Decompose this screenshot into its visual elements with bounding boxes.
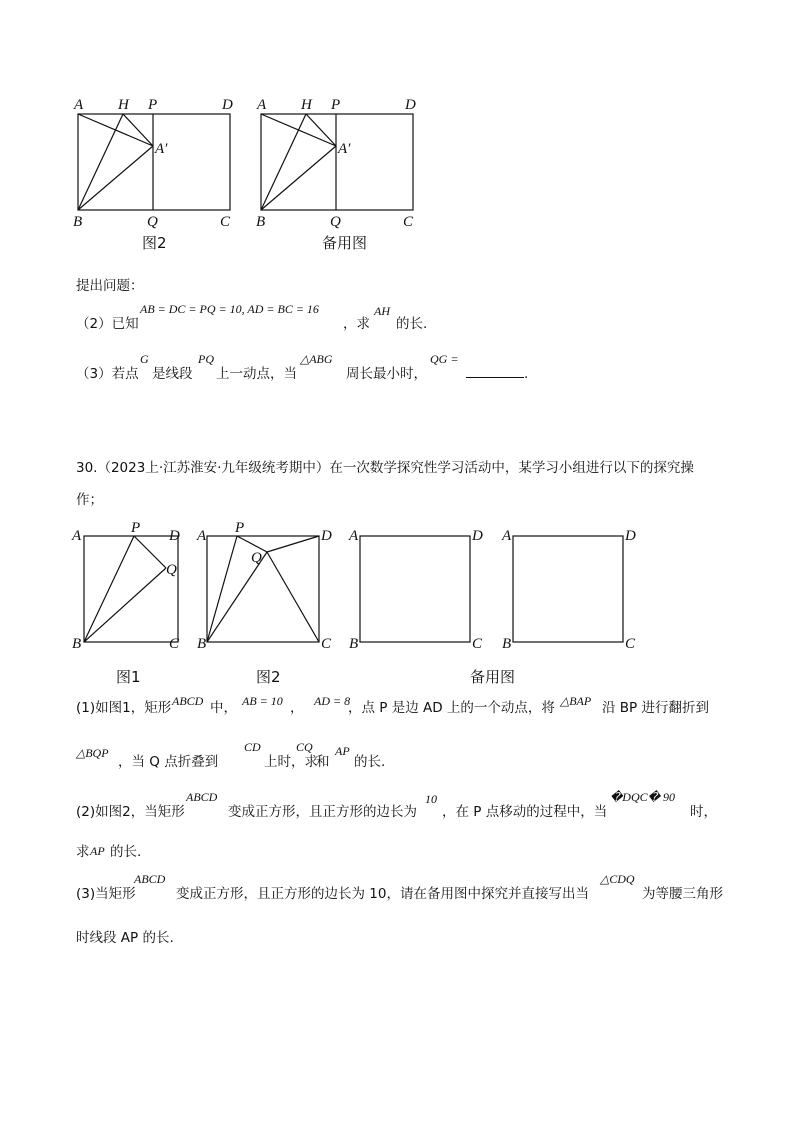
label-a: A bbox=[257, 97, 267, 113]
q30-part2-ten: 10 bbox=[425, 792, 437, 806]
label-p: P bbox=[235, 520, 245, 536]
q30-part1-b: 中， bbox=[210, 700, 237, 716]
q30-part2-f: 的长. bbox=[110, 844, 142, 860]
q30-figure-1 bbox=[66, 522, 196, 654]
label-d: D bbox=[222, 97, 233, 113]
q30-part1-e: 沿 BP 进行翻折到 bbox=[602, 700, 709, 716]
q29-part2-ah: AH bbox=[374, 304, 390, 318]
segment-aa-prime bbox=[261, 114, 336, 146]
square-abcd bbox=[207, 536, 319, 642]
rectangle-abcd bbox=[84, 536, 178, 642]
q30-part1-cq: CQ bbox=[296, 740, 313, 754]
q29-part2-lead: （2）已知 bbox=[76, 316, 139, 332]
q30-part1-ab: AB = 10 bbox=[242, 694, 283, 708]
segment-pq bbox=[134, 536, 166, 568]
label-b: B bbox=[502, 636, 512, 652]
q29-part3-mid3: 周长最小时， bbox=[346, 366, 427, 382]
q30-intro-line1: 30.（2023上·江苏淮安·九年级统考期中）在一次数学探究性学习活动中，某学习小组进行以下的探究操 bbox=[76, 460, 694, 476]
q30-part3-c: 为等腰三角形 bbox=[642, 886, 723, 902]
segment-bh bbox=[78, 114, 123, 210]
q29-part3-mid1: 是线段 bbox=[152, 366, 193, 382]
q30-part2-angle: �DQC� 90 bbox=[610, 790, 675, 804]
q30-part1-cd: CD bbox=[244, 740, 261, 754]
segment-aa-prime bbox=[78, 114, 153, 146]
caption-spare-figure: 备用图 bbox=[322, 234, 368, 252]
q30-intro-line2: 作； bbox=[76, 492, 103, 508]
caption-q30-spare: 备用图 bbox=[470, 668, 516, 686]
segment-qc bbox=[267, 552, 319, 642]
label-c: C bbox=[625, 636, 636, 652]
caption-q30-figure-2: 图2 bbox=[256, 668, 281, 686]
heading-raise-question: 提出问题： bbox=[76, 278, 144, 294]
q30-part2-d: 时， bbox=[690, 804, 717, 820]
label-c: C bbox=[472, 636, 483, 652]
label-q: Q bbox=[147, 214, 158, 230]
segment-bh bbox=[261, 114, 306, 210]
q29-part3-qg: QG = bbox=[430, 352, 459, 366]
q30-spare-square-2 bbox=[498, 522, 648, 654]
label-p: P bbox=[131, 520, 141, 536]
caption-q30-figure-1: 图1 bbox=[116, 668, 141, 686]
label-d: D bbox=[625, 528, 636, 544]
q30-part3-d: 时线段 AP 的长. bbox=[76, 930, 174, 946]
segment-ha-prime bbox=[306, 114, 336, 146]
label-b: B bbox=[349, 636, 359, 652]
q30-part1-bqp: △BQP bbox=[76, 746, 109, 760]
q30-part1-ad: AD = 8 bbox=[314, 694, 351, 708]
q30-part2-c: ，在 P 点移动的过程中，当 bbox=[442, 804, 608, 820]
segment-qd bbox=[267, 536, 319, 552]
q30-part3-cdq: △CDQ bbox=[600, 872, 635, 886]
label-c: C bbox=[403, 214, 414, 230]
square-abcd bbox=[360, 536, 470, 642]
label-q: Q bbox=[251, 550, 262, 566]
q29-part3-answer bbox=[466, 364, 528, 384]
label-c: C bbox=[321, 636, 332, 652]
label-b: B bbox=[197, 636, 207, 652]
q29-part3-lead: （3）若点 bbox=[76, 366, 139, 382]
q30-figure-2 bbox=[195, 522, 345, 654]
q30-part2-e: 求 bbox=[76, 844, 90, 860]
segment-bp bbox=[84, 536, 134, 642]
q30-part2-b: 变成正方形，且正方形的边长为 bbox=[228, 804, 417, 820]
label-a: A bbox=[502, 528, 512, 544]
q30-part2-abcd: ABCD bbox=[186, 790, 218, 804]
q30-part1-a: (1)如图1，矩形 bbox=[76, 700, 172, 716]
q29-part3-mid2: 上一动点，当 bbox=[216, 366, 297, 382]
label-a: A bbox=[74, 97, 84, 113]
q30-part3-abcd: ABCD bbox=[134, 872, 166, 886]
label-a: A bbox=[349, 528, 359, 544]
segment-ba-prime bbox=[261, 146, 336, 210]
label-a: A bbox=[197, 528, 207, 544]
answer-blank[interactable] bbox=[466, 364, 524, 378]
q29-part3-pq: PQ bbox=[198, 352, 214, 366]
label-b: B bbox=[73, 214, 83, 230]
segment-ba-prime bbox=[78, 146, 153, 210]
label-c: C bbox=[169, 636, 180, 652]
q29-part2-tail: 的长. bbox=[396, 316, 428, 332]
label-a: A bbox=[72, 528, 82, 544]
label-p: P bbox=[148, 97, 158, 113]
label-d: D bbox=[321, 528, 332, 544]
q29-part2-mid: ，求 bbox=[343, 316, 370, 332]
label-h: H bbox=[118, 97, 129, 113]
label-d: D bbox=[405, 97, 416, 113]
q29-part3-triangle: △ABG bbox=[300, 352, 333, 366]
q30-part3-a: (3)当矩形 bbox=[76, 886, 136, 902]
q29-part2-given: AB = DC = PQ = 10, AD = BC = 16 bbox=[140, 302, 319, 316]
q30-part1-g: 上时，求 bbox=[264, 754, 318, 770]
q30-part1-bap: △BAP bbox=[560, 694, 592, 708]
figure-spare-top bbox=[243, 90, 433, 230]
caption-figure-2: 图2 bbox=[142, 234, 167, 252]
segment-bq bbox=[84, 568, 166, 642]
q30-part1-f: ，当 Q 点折叠到 bbox=[118, 754, 219, 770]
label-d: D bbox=[472, 528, 483, 544]
label-h: H bbox=[301, 97, 312, 113]
square-abcd bbox=[513, 536, 623, 642]
q30-part1-d: ，点 P 是边 AD 上的一个动点，将 bbox=[348, 700, 555, 716]
label-b: B bbox=[72, 636, 82, 652]
label-d: D bbox=[169, 528, 180, 544]
label-q: Q bbox=[330, 214, 341, 230]
label-c: C bbox=[220, 214, 231, 230]
q30-part1-i: 的长. bbox=[354, 754, 386, 770]
label-b: B bbox=[256, 214, 266, 230]
label-a-prime: A′ bbox=[155, 141, 168, 157]
q30-part1-h: 和 bbox=[316, 754, 330, 770]
q30-part2-ap: AP bbox=[90, 844, 105, 858]
q30-part1-abcd: ABCD bbox=[172, 694, 204, 708]
segment-bp bbox=[207, 536, 237, 642]
q30-part3-b: 变成正方形，且正方形的边长为 10，请在备用图中探究并直接写出当 bbox=[176, 886, 589, 902]
figure-2-top bbox=[60, 90, 250, 230]
q30-part2-a: (2)如图2，当矩形 bbox=[76, 804, 185, 820]
label-q: Q bbox=[166, 562, 177, 578]
q29-part3-g: G bbox=[140, 352, 149, 366]
q30-spare-square-1 bbox=[345, 522, 495, 654]
segment-ha-prime bbox=[123, 114, 153, 146]
q30-part1-c: ， bbox=[290, 700, 304, 716]
q29-part3-tail: . bbox=[524, 366, 529, 382]
label-a-prime: A′ bbox=[338, 141, 351, 157]
q30-part1-ap: AP bbox=[335, 744, 350, 758]
label-p: P bbox=[331, 97, 341, 113]
